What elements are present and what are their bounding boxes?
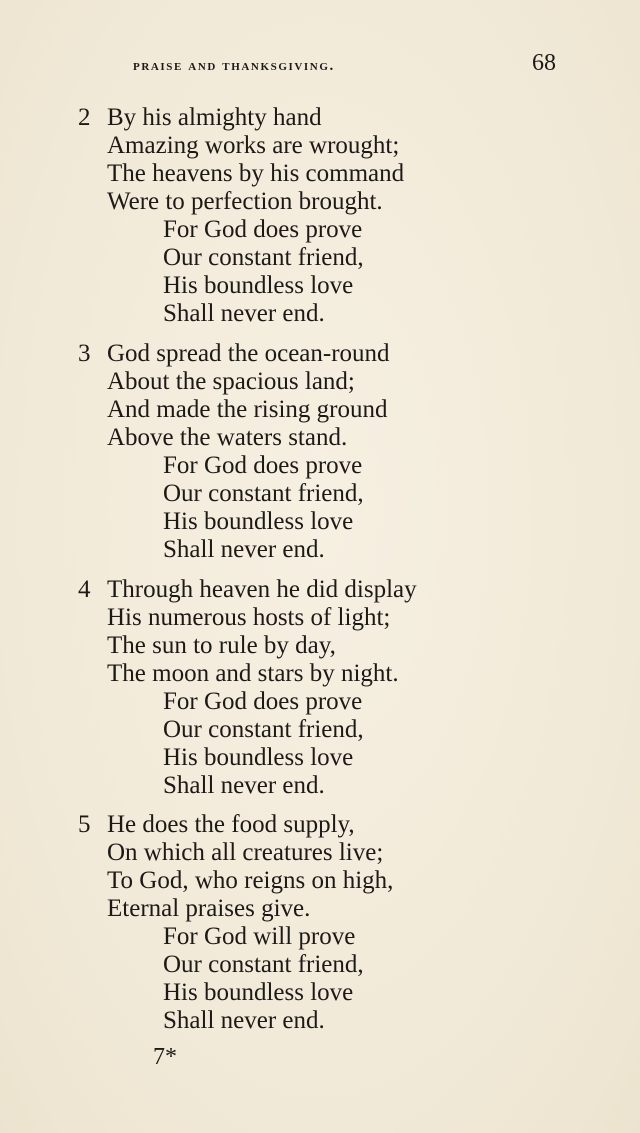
refrain-line: Our constant friend, bbox=[163, 951, 364, 978]
verse-line: Eternal praises give. bbox=[107, 895, 311, 922]
refrain-line: His boundless love bbox=[163, 272, 354, 299]
verse-line: About the spacious land; bbox=[107, 368, 355, 395]
verse-line: Through heaven he did display bbox=[107, 576, 417, 603]
refrain-line: Our constant friend, bbox=[163, 716, 364, 743]
stanza-number: 4 bbox=[78, 576, 91, 603]
running-head: praise and thanksgiving. bbox=[133, 58, 335, 74]
page-number: 68 bbox=[532, 50, 556, 76]
verse-line: On which all creatures live; bbox=[107, 839, 384, 866]
refrain-line: For God will prove bbox=[163, 923, 356, 950]
verse-line: The moon and stars by night. bbox=[107, 660, 399, 687]
refrain-line: Shall never end. bbox=[163, 772, 325, 799]
refrain-line: Shall never end. bbox=[163, 1007, 325, 1034]
refrain-line: Our constant friend, bbox=[163, 244, 364, 271]
refrain-line: His boundless love bbox=[163, 508, 354, 535]
verse-line: He does the food supply, bbox=[107, 811, 355, 838]
verse-line: God spread the ocean-round bbox=[107, 340, 390, 367]
signature-mark: 7* bbox=[153, 1044, 177, 1070]
verse-line: To God, who reigns on high, bbox=[107, 867, 394, 894]
refrain-line: For God does prove bbox=[163, 688, 363, 715]
refrain-line: His boundless love bbox=[163, 744, 354, 771]
verse-line: By his almighty hand bbox=[107, 104, 322, 131]
refrain-line: Shall never end. bbox=[163, 300, 325, 327]
verse-line: Amazing works are wrought; bbox=[107, 132, 400, 159]
refrain-line: For God does prove bbox=[163, 452, 363, 479]
verse-line: Were to perfection brought. bbox=[107, 188, 383, 215]
stanza-number: 2 bbox=[78, 104, 91, 131]
refrain-line: Our constant friend, bbox=[163, 480, 364, 507]
verse-line: His numerous hosts of light; bbox=[107, 604, 391, 631]
stanza-number: 3 bbox=[78, 340, 91, 367]
verse-line: The sun to rule by day, bbox=[107, 632, 336, 659]
stanza-number: 5 bbox=[78, 811, 91, 838]
refrain-line: His boundless love bbox=[163, 979, 354, 1006]
refrain-line: For God does prove bbox=[163, 216, 363, 243]
verse-line: The heavens by his command bbox=[107, 160, 405, 187]
refrain-line: Shall never end. bbox=[163, 536, 325, 563]
verse-line: And made the rising ground bbox=[107, 396, 388, 423]
verse-line: Above the waters stand. bbox=[107, 424, 348, 451]
